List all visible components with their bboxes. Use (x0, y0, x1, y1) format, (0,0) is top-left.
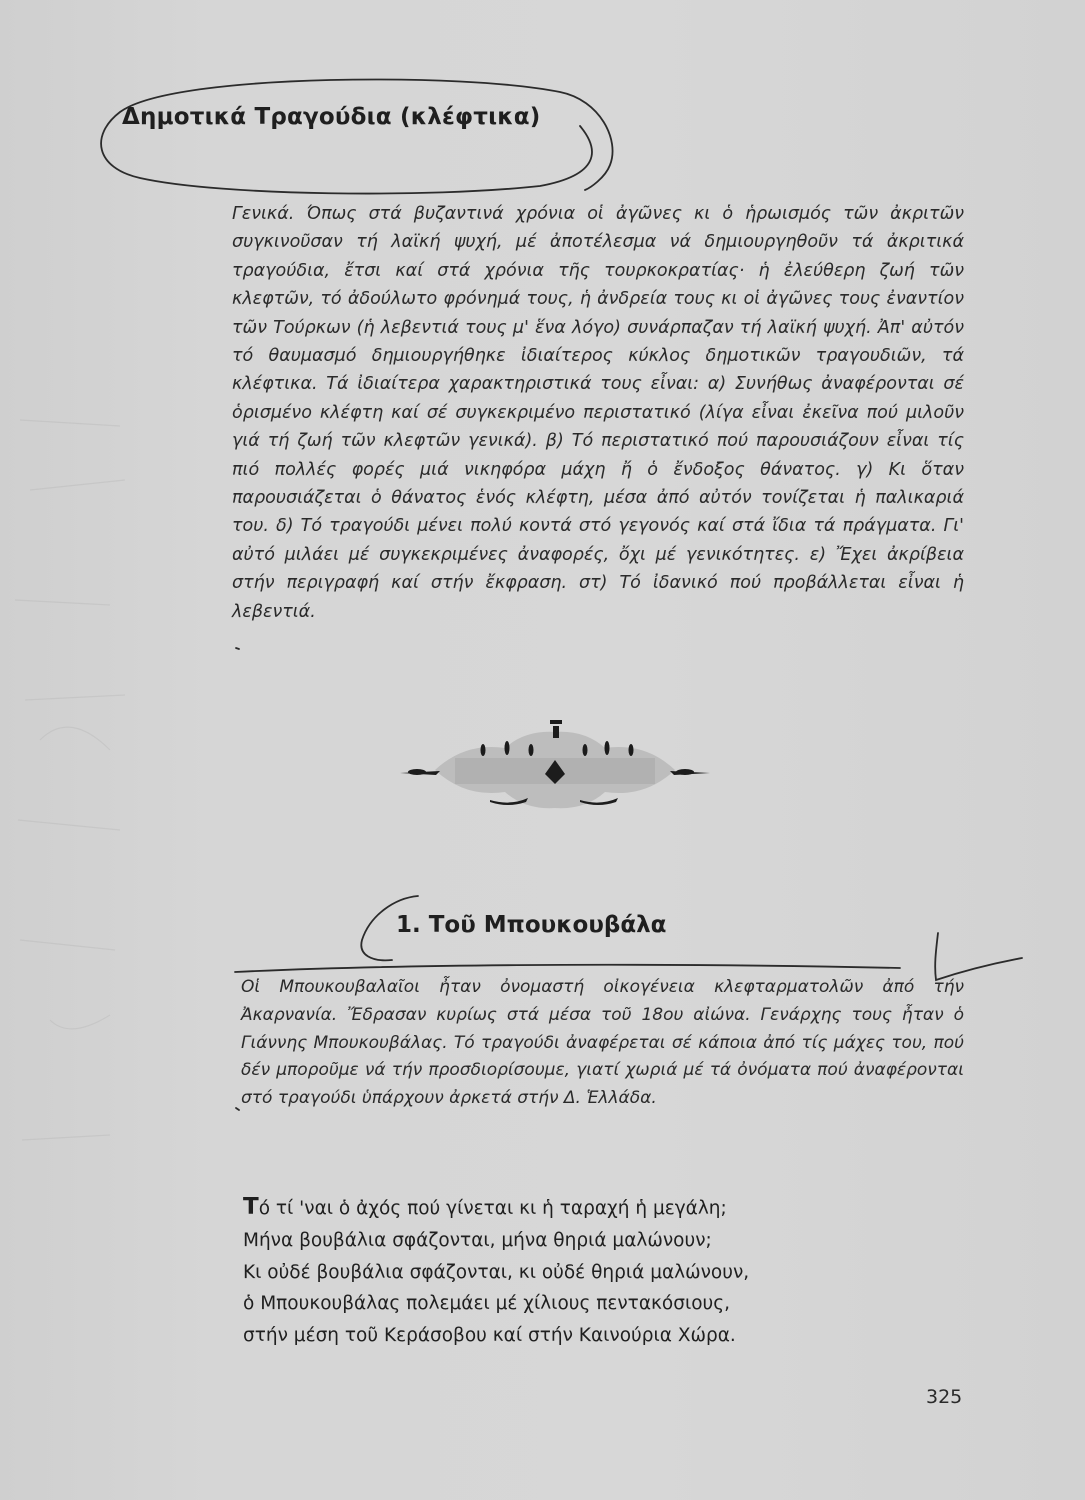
section-title: Δημοτικά Τραγούδια (κλέφτικα) (122, 104, 541, 130)
verse-line-2: Μήνα βουβάλια σφάζονται, μήνα θηριά μαλώνουν; (243, 1229, 712, 1251)
intro-margin-mark (236, 648, 239, 649)
song-title-underline-annotation (235, 965, 900, 972)
page-number: 325 (926, 1386, 963, 1408)
bleed-through-texture (10, 180, 130, 1380)
verse-line-1-text: ό τί 'ναι ὁ ἀχός πού γίνεται κι ἡ ταραχή ἡ μεγάλη; (258, 1198, 727, 1219)
title-loop-annotation (101, 80, 612, 194)
song-intro-margin-mark (236, 1108, 239, 1110)
checkmark-annotation (935, 933, 1022, 980)
song-intro-paragraph: Οἱ Μπουκουβαλαῖοι ἦταν ὀνομαστή οἰκογένεια κλεφταρματολῶν ἀπό τήν Ἀκαρνανία. Ἔδρασαν κυρίως στά μέσα τοῦ 18ου αἰώνα. Γενάρχης τους ἦταν ὁ Γιάννης Μπουκουβάλας. Τό τραγούδι ἀναφέρεται σέ κάποια ἀπό τίς μάχες του, πού δέν μποροῦμε νά τήν προσδιορίσουμε, γιατί χωριά μέ τά ὀνόματα πού ἀναφέρονται στό τραγούδι ὑπάρχουν ἀρκετά στήν Δ. Ἑλλάδα. (241, 977, 964, 1109)
decorative-ornament (395, 718, 715, 823)
verse-dropcap: Τ (243, 1194, 259, 1220)
verse-line-1 (243, 1192, 963, 1225)
bleed-through-marks (10, 180, 130, 1380)
song-title: 1. Τοῦ Μπουκουβάλα (396, 912, 667, 938)
verse-line-5: στήν μέση τοῦ Κεράσοβου καί στήν Καινούρια Χώρα. (243, 1325, 736, 1347)
song-verse (243, 1192, 963, 1352)
verse-line-3: Κι οὐδέ βουβάλια σφάζονται, κι οὐδέ θηριά μαλώνουν, (243, 1261, 750, 1283)
verse-line-4: ὁ Μπουκουβάλας πολεμάει μέ χίλιους πεντακόσιους, (243, 1293, 730, 1315)
intro-paragraph: Γενικά. Όπως στά βυζαντινά χρόνια οἱ ἀγῶνες κι ὁ ἡρωισμός τῶν ἀκριτῶν συγκινοῦσαν τή λαϊκή ψυχή, μέ ἀποτέλεσμα νά δημιουργηθοῦν τά ἀκριτικά τραγούδια, ἔτσι καί στά χρόνια τῆς τουρκοκρατίας· ἡ ἐλεύθερη ζωή τῶν κλεφτῶν, τό ἀδούλωτο φρόνημά τους, ἡ ἀνδρεία τους κι οἱ ἀγῶνες τους ἐναντίον τῶν Τούρκων (ἡ λεβεντιά τους μ' ἕνα λόγο) συνάρπαζαν τή λαϊκή ψυχή. Ἀπ' αὐτόν τό θαυμασμό δημιουργήθηκε ἰδιαίτερος κύκλος δημοτικῶν τραγουδιῶν, τά κλέφτικα. Τά ἰδιαίτερα χαρακτηριστικά τους εἶναι: α) Συνήθως ἀναφέρονται σέ ὁρισμένο κλέφτη καί σέ συγκεκριμένο περιστατικό (λίγα εἶναι ἐκεῖνα πού μιλοῦν γιά τή ζωή τῶν κλεφτῶν γενικά). β) Τό περιστατικό πού παρουσιάζουν εἶναι τίς πιό πολλές φορές μιά νικηφόρα μάχη ἤ ὁ ἔνδοξος θάνατος. γ) Κι ὅταν παρουσιάζεται ὁ θάνατος ἑνός κλέφτη, μέσα ἀπό αὐτόν τονίζεται ἡ παλικαριά του. δ) Τό τραγούδι μένει πολύ κοντά στό γεγονός καί στά ἴδια τά πράγματα. Γι' αὐτό μιλάει μέ συγκεκριμένες ἀναφορές, ὄχι μέ γενικότητες. ε) Ἔχει ἀκρίβεια στήν περιγραφή καί στήν ἔκφραση. στ) Τό ἰδανικό πού προβάλλεται εἶναι ἡ λεβεντιά. (232, 204, 964, 622)
